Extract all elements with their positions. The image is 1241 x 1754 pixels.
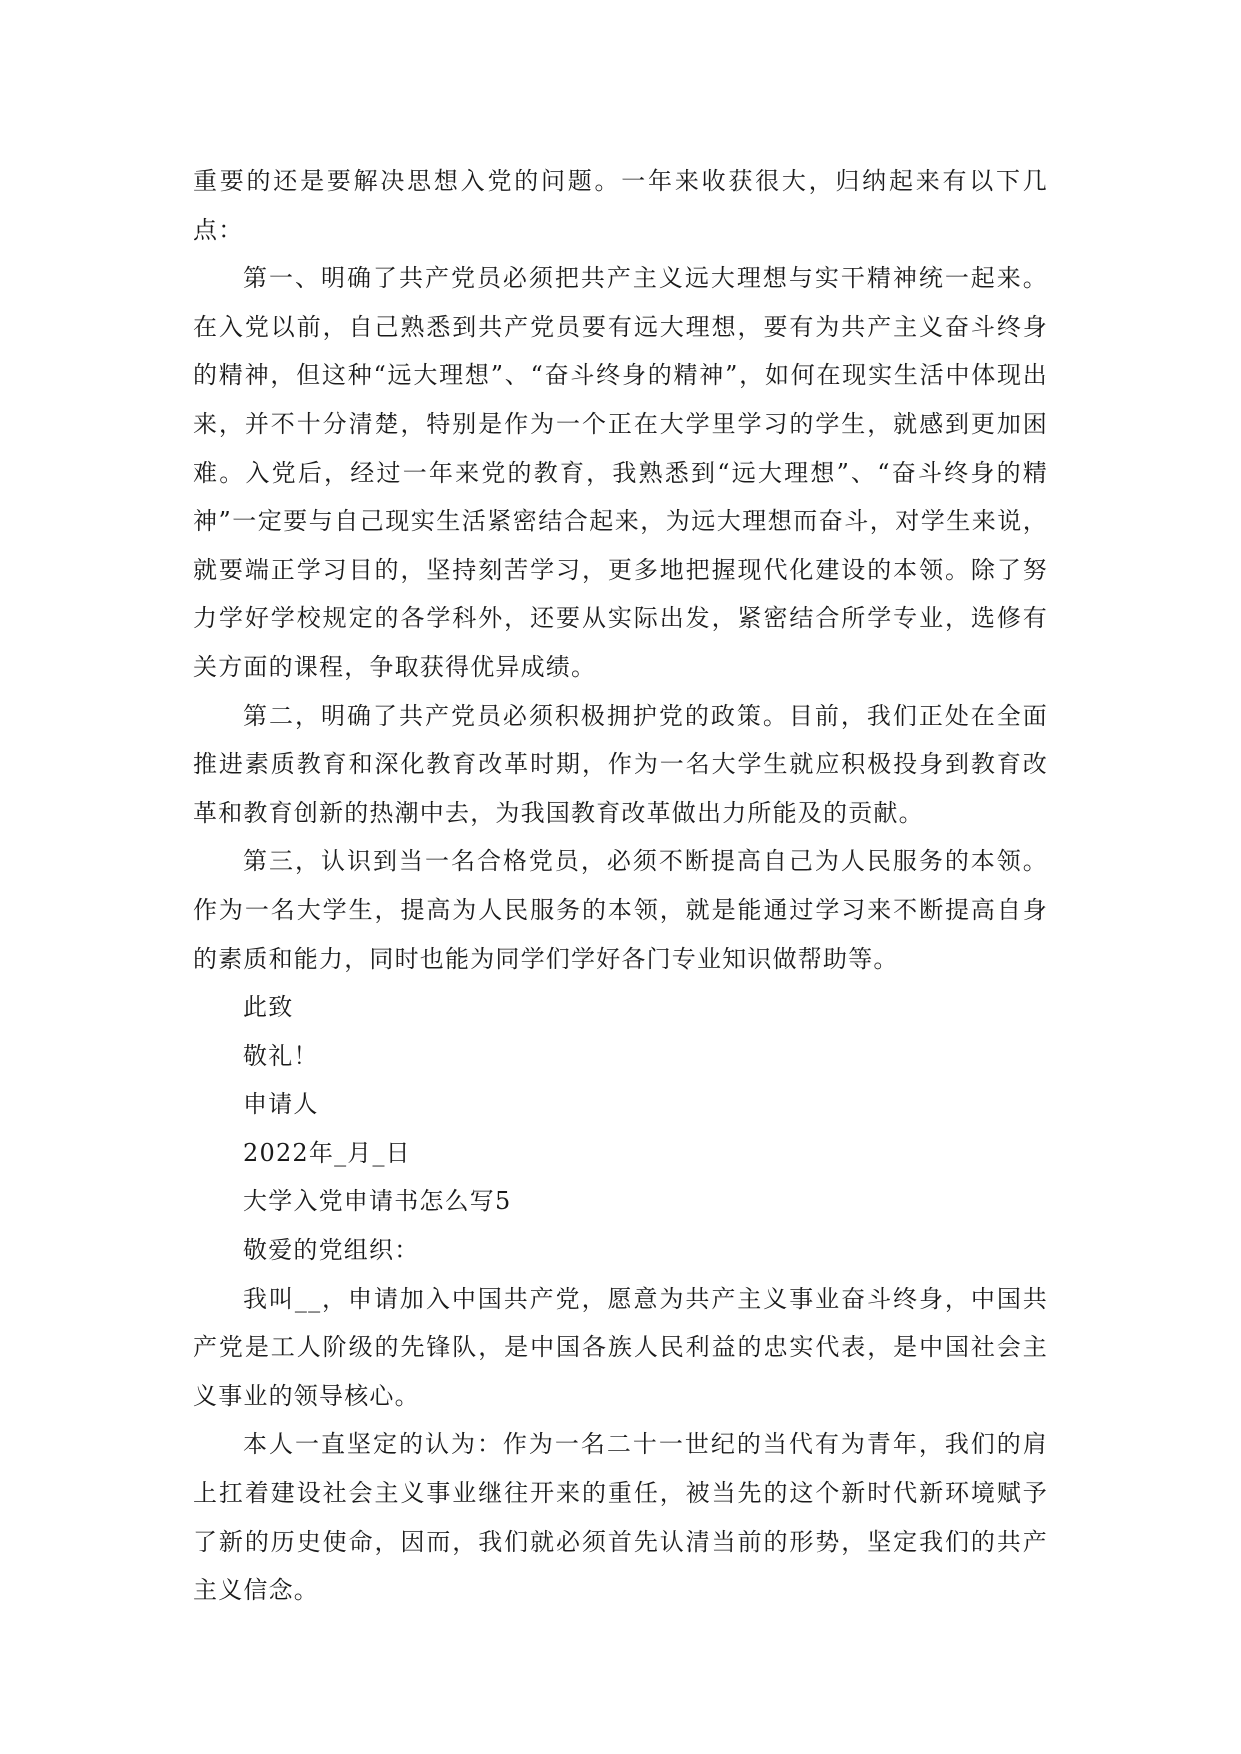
- paragraph-belief: 本人一直坚定的认为：作为一名二十一世纪的当代有为青年，我们的肩上扛着建设社会主义事业继往开来的重任，被当先的这个新时代新环境赋予了新的历史使命，因而，我们就必须首先认清当前的形势，坚定我们的共产主义信念。: [193, 1430, 1048, 1605]
- section-heading: 大学入党申请书怎么写5: [243, 1187, 512, 1216]
- letter-greeting: 敬爱的党组织：: [243, 1236, 420, 1265]
- closing-regards: 敬礼！: [243, 1041, 319, 1070]
- paragraph-point-three: 第三，认识到当一名合格党员，必须不断提高自己为人民服务的本领。作为一名大学生，提高为人民服务的本领，就是能通过学习来不断提高自身的素质和能力，同时也能为同学们学好各门专业知识做帮助等。: [193, 847, 1048, 973]
- document-body: [193, 157, 1048, 1615]
- paragraph-point-one: 第一、明确了共产党员必须把共产主义远大理想与实干精神统一起来。在入党以前，自己熟悉到共产党员要有远大理想，要有为共产主义奋斗终身的精神，但这种“远大理想”、“奋斗终身的精神”，如何在现实生活中体现出来，并不十分清楚，特别是作为一个正在大学里学习的学生，就感到更加困难。入党后，经过一年来党的教育，我熟悉到“远大理想”、“奋斗终身的精神”一定要与自己现实生活紧密结合起来，为远大理想而奋斗，对学生来说，就要端正学习目的，坚持刻苦学习，更多地把握现代化建设的本领。除了努力学好学校规定的各学科外，还要从实际出发，紧密结合所学专业，选修有关方面的课程，争取获得优异成绩。: [193, 264, 1048, 681]
- applicant-signature: 申请人: [243, 1090, 319, 1119]
- paragraph-application: 我叫__，申请加入中国共产党，愿意为共产主义事业奋斗终身，中国共产党是工人阶级的先锋队，是中国各族人民利益的忠实代表，是中国社会主义事业的领导核心。: [193, 1284, 1048, 1410]
- date-line: 2022年_月_日: [243, 1138, 411, 1167]
- closing-salutation: 此致: [243, 993, 294, 1022]
- paragraph-point-two: 第二，明确了共产党员必须积极拥护党的政策。目前，我们正处在全面推进素质教育和深化教育改革时期，作为一名大学生就应积极投身到教育改革和教育创新的热潮中去，为我国教育改革做出力所能及的贡献。: [193, 701, 1048, 827]
- paragraph-continuation: 重要的还是要解决思想入党的问题。一年来收获很大，归纳起来有以下几点：: [193, 167, 1048, 244]
